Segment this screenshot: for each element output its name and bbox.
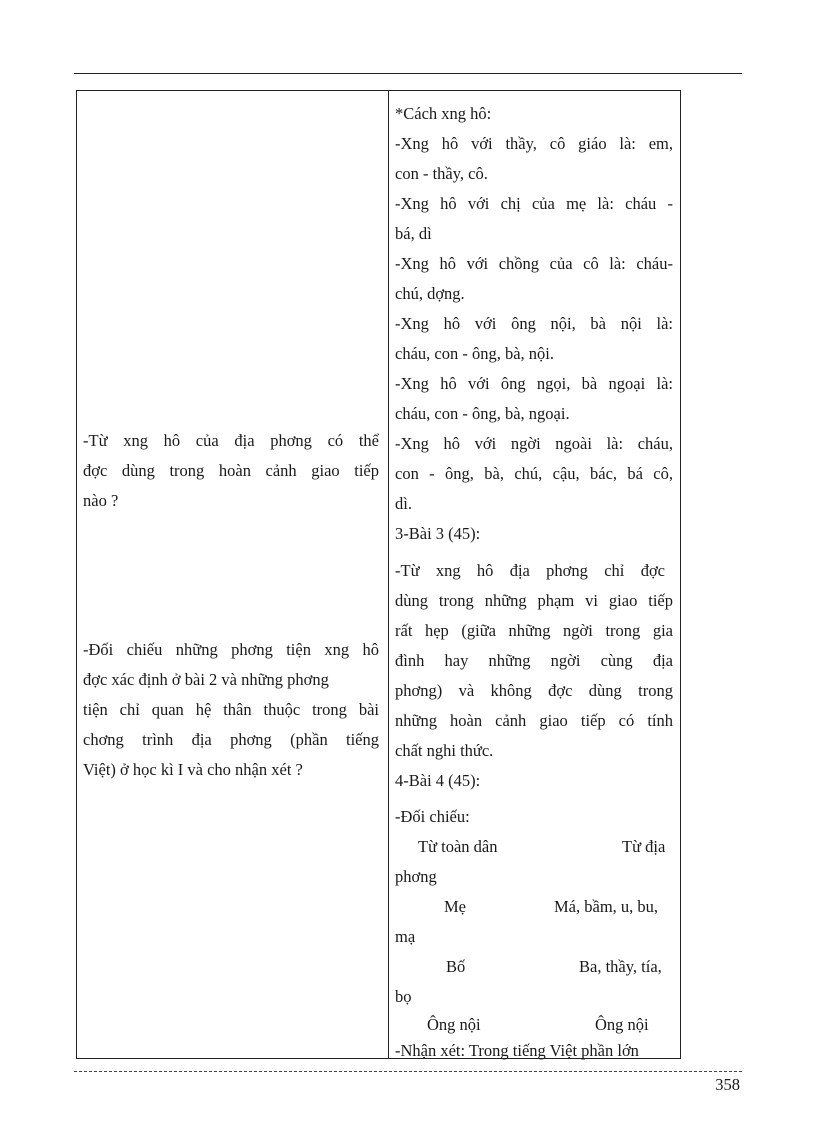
footer-rule — [74, 1071, 742, 1072]
r-line-18: đình hay những ngời cùng địa — [395, 651, 673, 670]
compare-col1-header: Từ toàn dân — [418, 837, 498, 856]
r-line-2: con - thầy, cô. — [395, 164, 488, 183]
r-line-5: -Xng hô với chồng của cô là: cháu- — [395, 254, 673, 273]
r-line-12: con - ông, bà, chú, cậu, bác, bá cô, — [395, 464, 673, 483]
r-line-1: -Xng hô với thầy, cô giáo là: em, — [395, 134, 673, 153]
compare-r1-cont: mạ — [395, 927, 416, 946]
r-line-19: phơng) và không đợc dùng trong — [395, 681, 673, 700]
r-line-17: rất hẹp (giữa những ngời trong gia — [395, 621, 673, 640]
compare-r1-right: Má, bầm, u, bu, — [554, 897, 659, 916]
q2-line-5: Việt) ở học kì I và cho nhận xét ? — [83, 760, 303, 779]
compare-intro: -Đối chiếu: — [395, 807, 470, 826]
compare-col2-header: Từ địa — [622, 837, 666, 856]
compare-r1-left: Mẹ — [444, 897, 466, 916]
r-line-16: dùng trong những phạm vi giao tiếp — [395, 591, 673, 610]
q2-line-2: đợc xác định ở bài 2 và những phơng — [83, 670, 329, 689]
r-line-13: dì. — [395, 494, 412, 513]
section-4-heading: 4-Bài 4 (45): — [395, 771, 481, 790]
compare-r3-right: Ông nội — [595, 1015, 649, 1034]
r-line-11: -Xng hô với ngời ngoài là: cháu, — [395, 434, 673, 453]
r-line-7: -Xng hô với ông nội, bà nội là: — [395, 314, 673, 333]
r-line-6: chú, dợng. — [395, 284, 465, 303]
r-line-21: chất nghi thức. — [395, 741, 494, 760]
compare-r2-right: Ba, thầy, tía, — [579, 957, 662, 976]
r-line-9: -Xng hô với ông ngọi, bà ngoại là: — [395, 374, 673, 393]
r-line-8: cháu, con - ông, bà, nội. — [395, 344, 554, 363]
q1-line-1: -Từ xng hô của địa phơng có thể — [83, 431, 379, 450]
compare-r2-cont: bọ — [395, 987, 412, 1006]
column-divider — [388, 91, 389, 1058]
page-number: 358 — [715, 1075, 740, 1094]
q1-line-3: nào ? — [83, 491, 119, 510]
q2-line-1: -Đối chiếu những phơng tiện xng hô — [83, 640, 379, 659]
r-line-0: *Cách xng hô: — [395, 104, 492, 123]
r-line-15: -Từ xng hô địa phơng chỉ đợc — [395, 561, 665, 580]
compare-r2-left: Bố — [446, 957, 466, 976]
header-rule — [74, 73, 742, 74]
q1-line-2: đợc dùng trong hoàn cảnh giao tiếp — [83, 461, 379, 480]
r-line-10: cháu, con - ông, bà, ngoại. — [395, 404, 570, 423]
remark-line: -Nhận xét: Trong tiếng Việt phần lớn — [395, 1041, 639, 1060]
r-line-3: -Xng hô với chị của mẹ là: cháu - — [395, 194, 673, 213]
r-line-4: bá, dì — [395, 224, 432, 243]
compare-r3-left: Ông nội — [427, 1015, 481, 1034]
q2-line-4: chơng trình địa phơng (phần tiếng — [83, 730, 379, 749]
compare-col2-header-cont: phơng — [395, 867, 437, 886]
q2-line-3: tiện chỉ quan hệ thân thuộc trong bài — [83, 700, 379, 719]
r-line-20: những hoàn cảnh giao tiếp có tính — [395, 711, 673, 730]
section-3-heading: 3-Bài 3 (45): — [395, 524, 481, 543]
